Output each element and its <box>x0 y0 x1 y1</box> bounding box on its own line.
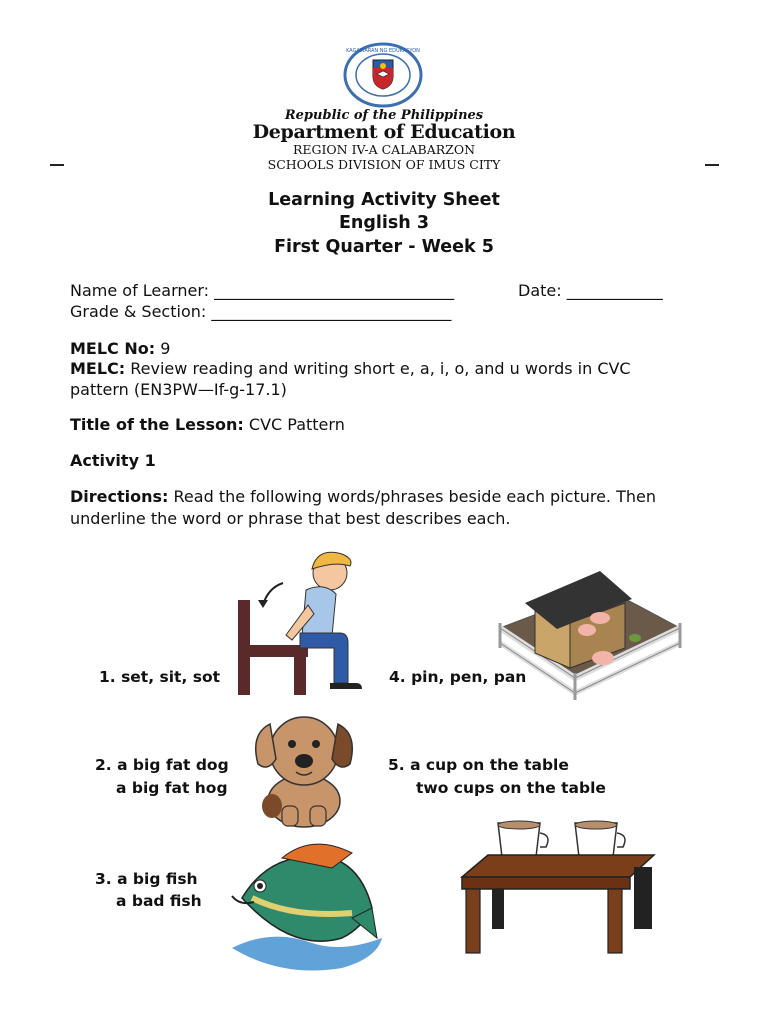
seal-text: KAGAWARAN NG EDUKASYON <box>346 48 420 54</box>
right-rule <box>705 164 719 166</box>
date-field[interactable]: Date: ____________ <box>518 281 663 300</box>
sheet-title: Learning Activity Sheet <box>268 190 500 210</box>
directions-label: Directions: <box>70 487 169 506</box>
directions-text-1: Read the following words/phrases beside each picture. Then <box>168 487 656 506</box>
melc-number <box>70 339 170 358</box>
item-2-option-b[interactable]: a big fat hog <box>116 779 228 797</box>
lesson-label: Title of the Lesson: <box>70 415 244 434</box>
header-department: Department of Education <box>252 121 516 143</box>
dog-picture <box>252 706 358 828</box>
melc-label: MELC: <box>70 359 126 378</box>
directions-line-1 <box>70 487 656 506</box>
grade-section-field[interactable]: Grade & Section: ______________________________ <box>70 302 452 321</box>
left-rule <box>50 164 64 166</box>
header-republic: Republic of the Philippines <box>284 108 484 123</box>
activity-title: Activity 1 <box>70 451 156 470</box>
item-5-option-b[interactable]: two cups on the table <box>416 779 606 797</box>
item-2-option-a[interactable]: 2. a big fat dog <box>95 756 229 774</box>
item-3-option-b[interactable]: a bad fish <box>116 892 202 910</box>
melc-no-label: MELC No: <box>70 339 156 358</box>
melc-line-2: pattern (EN3PW—If-g-17.1) <box>70 380 287 399</box>
pig-pen-picture <box>495 568 685 708</box>
lesson-title <box>70 415 345 434</box>
melc-text-1: Review reading and writing short e, a, i, o, and u words in CVC <box>125 359 631 378</box>
deped-seal-icon <box>343 42 423 108</box>
boy-sitting-picture <box>228 545 368 697</box>
subject-title: English 3 <box>338 213 430 233</box>
item-5-option-a[interactable]: 5. a cup on the table <box>388 756 569 774</box>
melc-no-value: 9 <box>155 339 171 358</box>
item-1-options[interactable]: 1. set, sit, sot <box>99 668 221 686</box>
cups-on-table-picture <box>458 815 656 955</box>
item-3-option-a[interactable]: 3. a big fish <box>95 870 198 888</box>
directions-line-2: underline the word or phrase that best describes each. <box>70 509 511 528</box>
header-region: REGION IV-A CALABARZON <box>292 142 476 157</box>
fish-picture <box>222 838 387 976</box>
quarter-title: First Quarter - Week 5 <box>274 237 494 257</box>
melc-line-1 <box>70 359 631 378</box>
name-of-learner-field[interactable]: Name of Learner: ______________________________ <box>70 281 455 300</box>
lesson-value: CVC Pattern <box>243 415 345 434</box>
header-division: SCHOOLS DIVISION OF IMUS CITY <box>267 157 501 172</box>
item-4-options[interactable]: 4. pin, pen, pan <box>389 668 527 686</box>
